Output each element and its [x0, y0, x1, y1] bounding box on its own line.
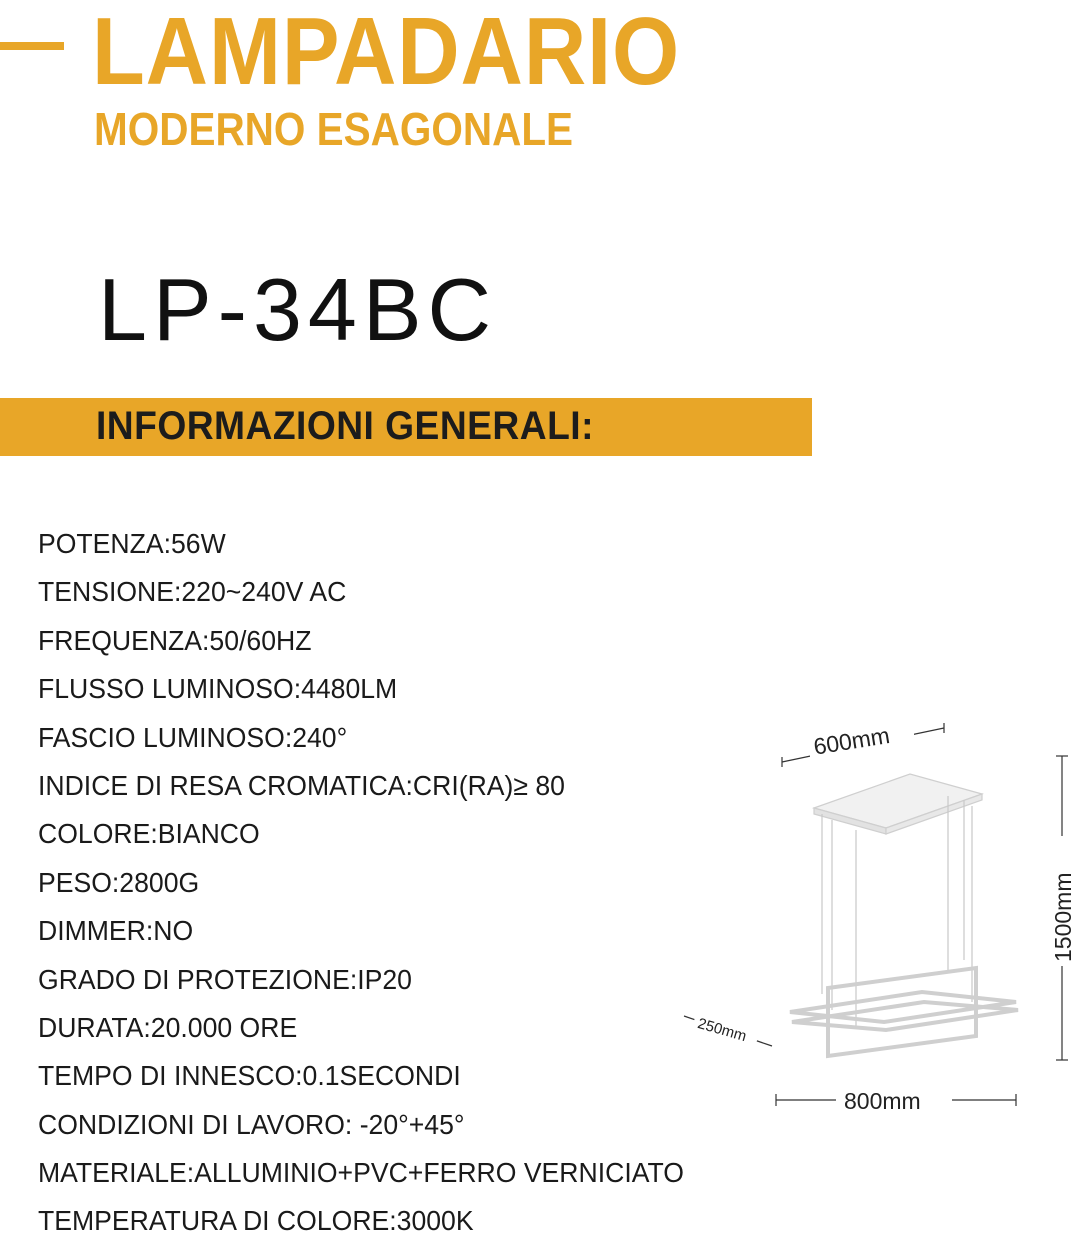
spec-item-colore: COLORE:BIANCO: [38, 818, 260, 850]
dimension-width-bottom: 800mm: [844, 1088, 921, 1114]
dimension-width-top: 600mm: [811, 722, 892, 760]
dimension-height: 1500mm: [1050, 872, 1076, 962]
product-subtitle: MODERNO ESAGONALE: [94, 103, 574, 155]
model-number: LP-34BC: [98, 260, 498, 359]
product-title: LAMPADARIO: [92, 0, 681, 105]
canopy-plate: [814, 774, 982, 834]
spec-item-cri: INDICE DI RESA CROMATICA:CRI(RA)≥ 80: [38, 769, 565, 801]
spec-item-fascio: FASCIO LUMINOSO:240°: [38, 721, 348, 753]
spec-item-protezione: GRADO DI PROTEZIONE:IP20: [38, 963, 412, 995]
spec-item-dimmer: DIMMER:NO: [38, 915, 194, 947]
spec-item-temperatura: TEMPERATURA DI COLORE:3000K: [38, 1205, 474, 1237]
light-frames: [790, 968, 1018, 1056]
section-title: INFORMAZIONI GENERALI:: [96, 404, 594, 448]
title-accent-bar: [0, 42, 64, 50]
spec-item-innesco: TEMPO DI INNESCO:0.1SECONDI: [38, 1060, 461, 1092]
lamp-drawing: [672, 710, 1084, 1130]
spec-item-condizioni: CONDIZIONI DI LAVORO: -20°+45°: [38, 1108, 465, 1140]
spec-item-peso: PESO:2800G: [38, 866, 200, 898]
spec-item-flusso: FLUSSO LUMINOSO:4480LM: [38, 673, 398, 705]
dimension-diagram: [672, 710, 1084, 1130]
spec-item-materiale: MATERIALE:ALLUMINIO+PVC+FERRO VERNICIATO: [38, 1157, 684, 1189]
dimension-depth: 250mm: [695, 1015, 749, 1046]
spec-item-tensione: TENSIONE:220~240V AC: [38, 576, 347, 608]
spec-list: [38, 520, 718, 1246]
spec-item-potenza: POTENZA:56W: [38, 528, 226, 559]
spec-item-durata: DURATA:20.000 ORE: [38, 1011, 298, 1043]
spec-item-frequenza: FREQUENZA:50/60HZ: [38, 624, 312, 656]
